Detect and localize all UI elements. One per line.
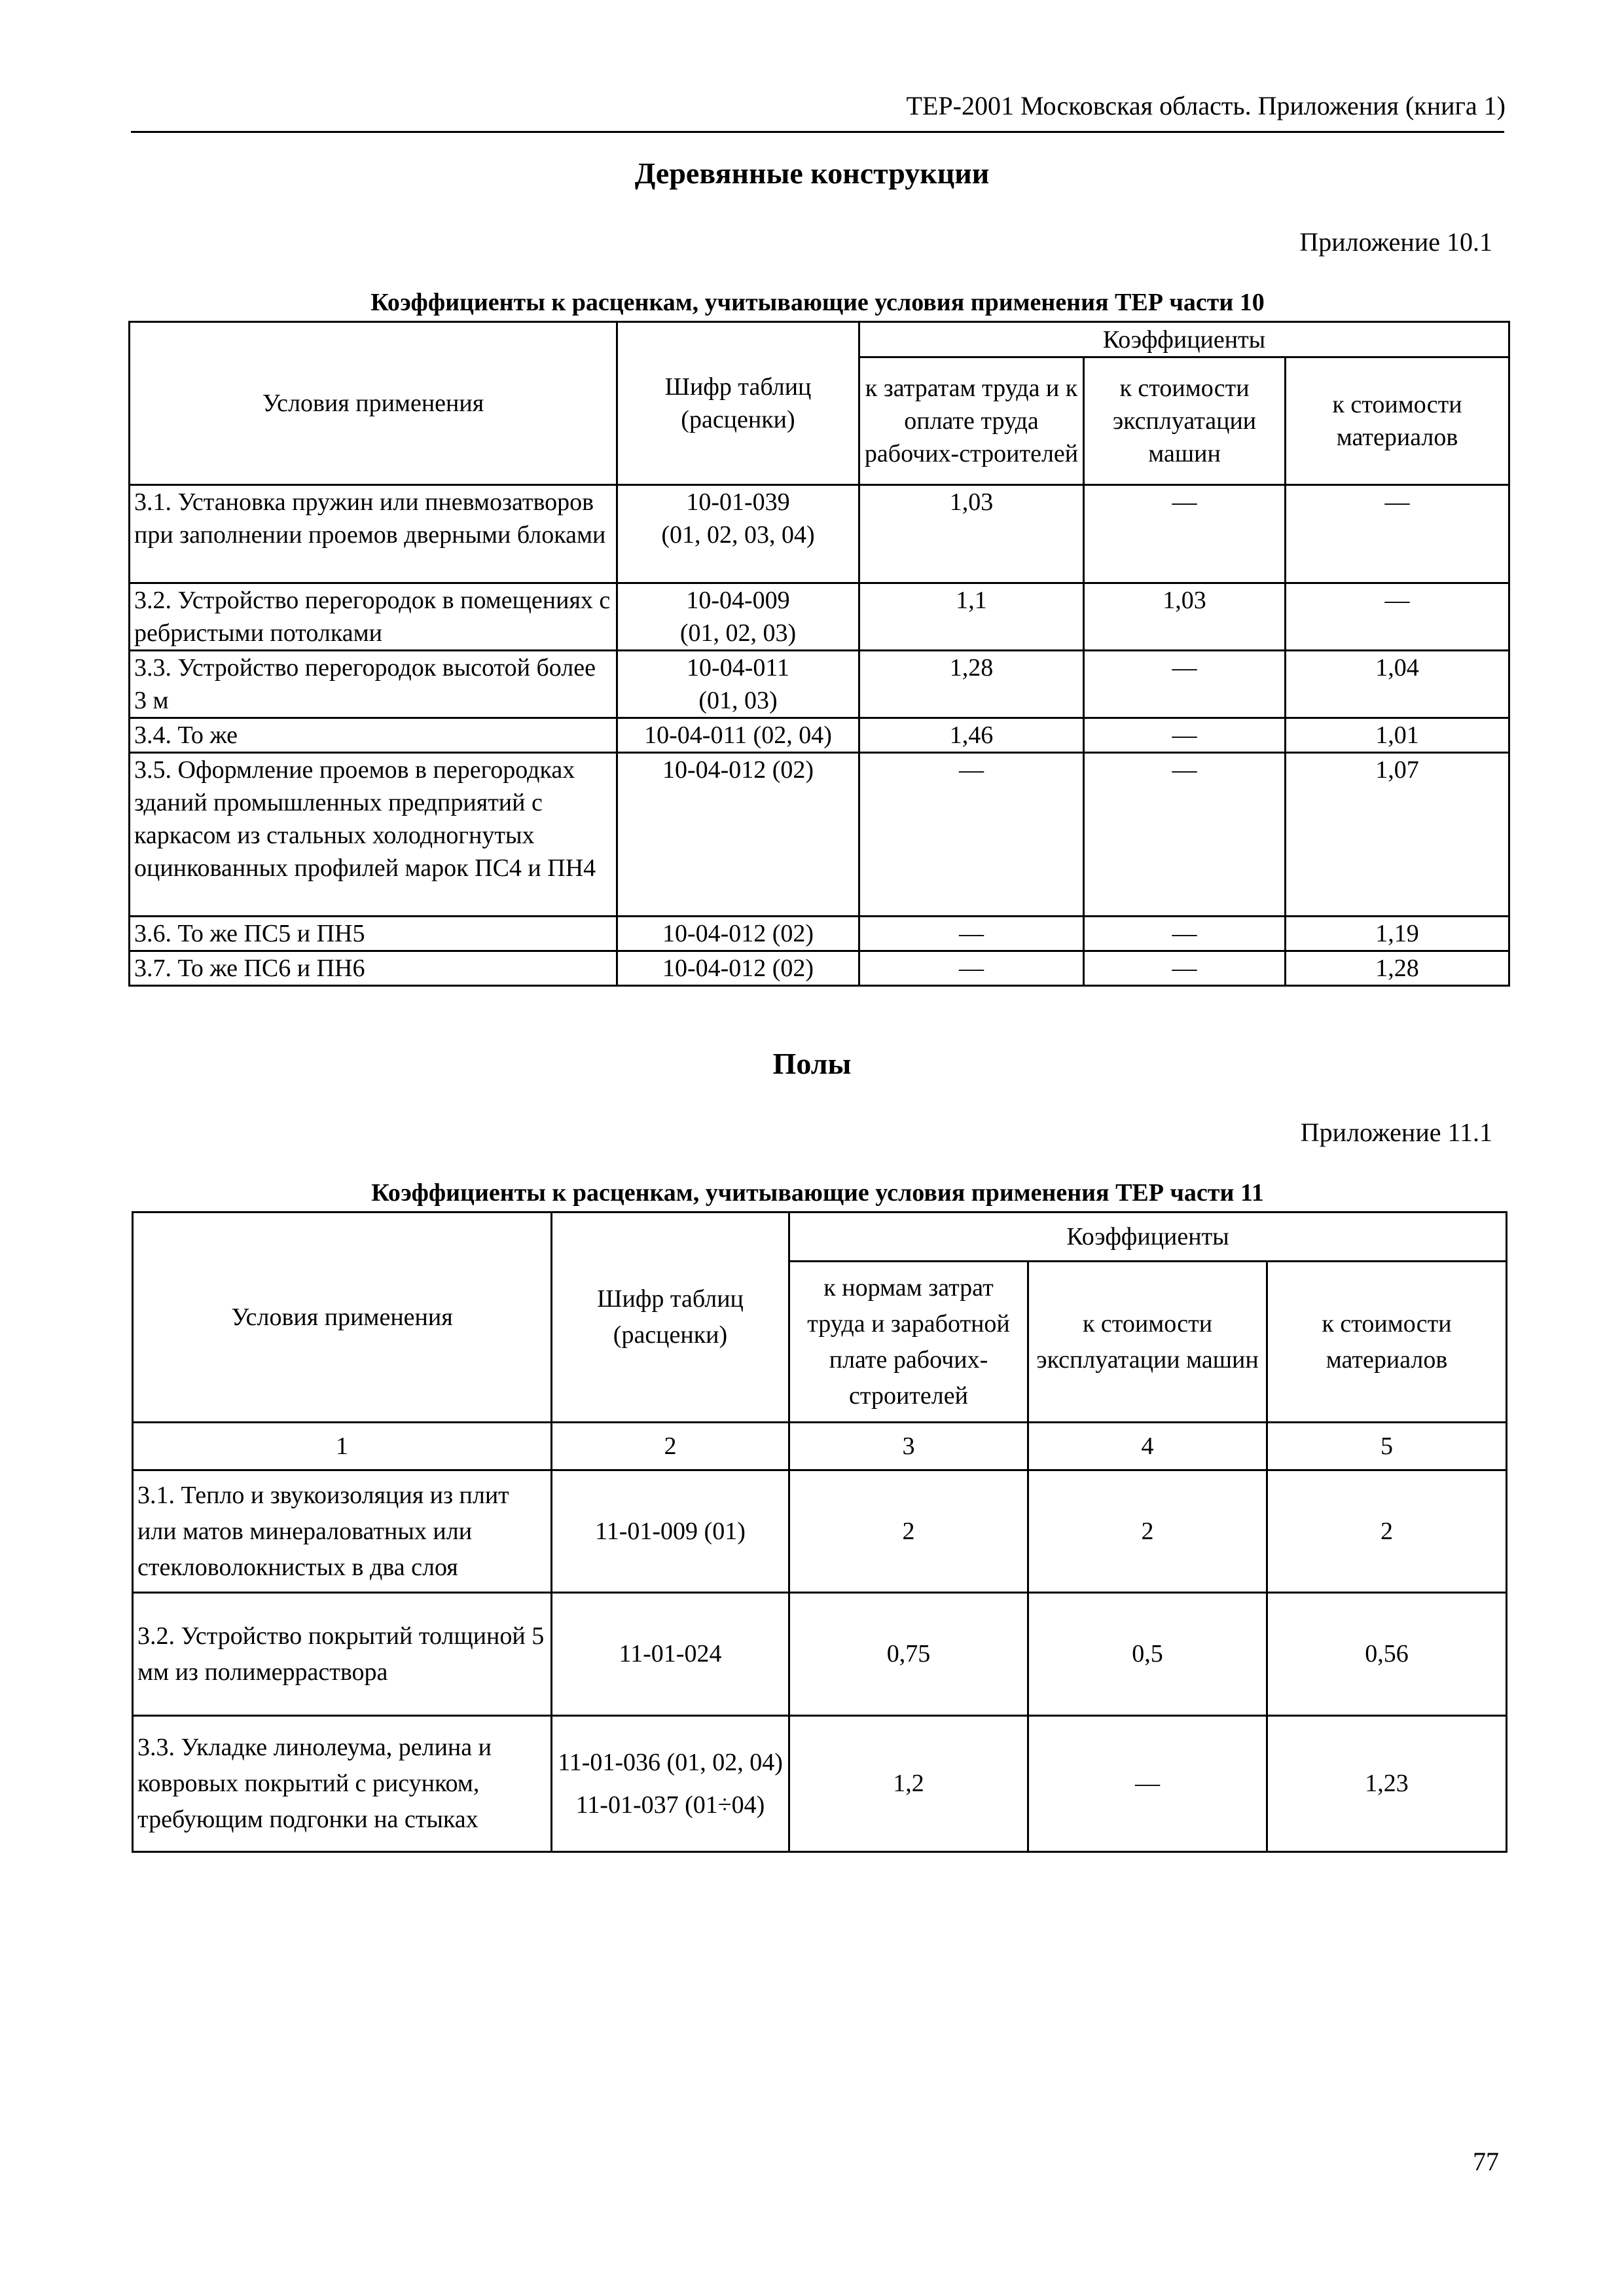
header-code: Шифр таблиц (расценки) [617, 322, 859, 485]
table-caption-part-11: Коэффициенты к расценкам, учитывающие условия применения ТЕР части 11 [371, 1179, 1264, 1207]
table-row [130, 651, 1509, 718]
code-line: (01, 02, 03) [679, 619, 797, 647]
header-coefficients: Коэффициенты [789, 1212, 1507, 1262]
row-condition: 3.2. Устройство покрытий толщиной 5 мм из полимерраствора [133, 1593, 552, 1716]
row-labor: 1,2 [789, 1716, 1028, 1852]
code-line: 10-04-009 [686, 587, 790, 614]
section-title-wood: Деревянные конструкции [634, 156, 990, 190]
row-machines: — [1084, 651, 1286, 718]
row-code: 10-04-012 (02) [617, 753, 859, 917]
coefficients-table-part-10 [128, 321, 1510, 987]
header-machines: к стоимости эксплуатации машин [1028, 1262, 1267, 1423]
row-machines: — [1028, 1716, 1267, 1852]
row-machines: 0,5 [1028, 1593, 1267, 1716]
row-materials: 1,23 [1267, 1716, 1507, 1852]
row-condition: 3.3. Укладке линолеума, релина и ковровых покрытий с рисунком, требующим подгонки на стыках [133, 1716, 552, 1852]
header-labor: к затратам труда и к оплате труда рабочих-строителей [859, 357, 1084, 485]
row-labor: 1,46 [859, 718, 1084, 753]
header-conditions: Условия применения [133, 1212, 552, 1423]
table-row [133, 1716, 1507, 1852]
header-rule [131, 131, 1504, 133]
code-line: 11-01-037 (01÷04) [575, 1791, 765, 1819]
row-labor: — [859, 951, 1084, 986]
table-row [130, 583, 1509, 651]
column-number: 2 [552, 1423, 789, 1470]
row-code: 10-04-012 (02) [617, 917, 859, 951]
row-materials: 1,01 [1286, 718, 1509, 753]
row-code: 10-04-011 (02, 04) [617, 718, 859, 753]
row-code [617, 583, 859, 651]
row-condition: 3.7. То же ПС6 и ПН6 [130, 951, 617, 986]
row-materials: 2 [1267, 1470, 1507, 1593]
column-number-row [133, 1423, 1507, 1470]
code-line: 10-01-039 [686, 488, 790, 516]
table-row [130, 718, 1509, 753]
running-header: ТЕР-2001 Московская область. Приложения (книга 1) [906, 91, 1506, 120]
row-machines: — [1084, 917, 1286, 951]
row-materials: 1,04 [1286, 651, 1509, 718]
header-materials: к стоимости материалов [1286, 357, 1509, 485]
column-number: 1 [133, 1423, 552, 1470]
table-header-row [133, 1212, 1507, 1262]
header-machines: к стоимости эксплуатации машин [1084, 357, 1286, 485]
row-labor: — [859, 753, 1084, 917]
row-condition: 3.3. Устройство перегородок высотой более 3 м [130, 651, 617, 718]
code-line: 10-04-011 [687, 654, 789, 682]
table-row [130, 951, 1509, 986]
header-coefficients: Коэффициенты [859, 322, 1509, 357]
header-materials: к стоимости материалов [1267, 1262, 1507, 1423]
row-materials: 1,28 [1286, 951, 1509, 986]
section-title-floors: Полы [772, 1047, 852, 1080]
row-machines: — [1084, 485, 1286, 583]
row-machines: — [1084, 951, 1286, 986]
row-materials: 1,19 [1286, 917, 1509, 951]
row-machines: 1,03 [1084, 583, 1286, 651]
appendix-label-10-1: Приложение 10.1 [1299, 227, 1492, 257]
header-code: Шифр таблиц (расценки) [552, 1212, 789, 1423]
row-materials: — [1286, 583, 1509, 651]
row-code [552, 1716, 789, 1852]
row-code: 11-01-009 (01) [552, 1470, 789, 1593]
row-code [617, 485, 859, 583]
row-condition: 3.4. То же [130, 718, 617, 753]
row-code [617, 651, 859, 718]
row-machines: — [1084, 718, 1286, 753]
table-row [133, 1470, 1507, 1593]
row-condition: 3.1. Установка пружин или пневмозатворов при заполнении проемов дверными блоками [130, 485, 617, 583]
table-header-row [130, 322, 1509, 357]
row-labor: — [859, 917, 1084, 951]
row-condition: 3.5. Оформление проемов в перегородках зданий промышленных предприятий с каркасом из стальных холодногнутых оцинкованных профилей марок ПС4 и ПН4 [130, 753, 617, 917]
row-materials: 0,56 [1267, 1593, 1507, 1716]
column-number: 3 [789, 1423, 1028, 1470]
row-machines: 2 [1028, 1470, 1267, 1593]
row-materials: — [1286, 485, 1509, 583]
row-code: 10-04-012 (02) [617, 951, 859, 986]
code-line: 11-01-036 (01, 02, 04) [558, 1748, 783, 1776]
column-number: 5 [1267, 1423, 1507, 1470]
column-number: 4 [1028, 1423, 1267, 1470]
row-code: 11-01-024 [552, 1593, 789, 1716]
row-labor: 1,1 [859, 583, 1084, 651]
table-row [130, 753, 1509, 917]
row-labor: 2 [789, 1470, 1028, 1593]
row-materials: 1,07 [1286, 753, 1509, 917]
appendix-label-11-1: Приложение 11.1 [1300, 1118, 1492, 1147]
row-labor: 1,03 [859, 485, 1084, 583]
row-condition: 3.2. Устройство перегородок в помещениях с ребристыми потолками [130, 583, 617, 651]
header-labor: к нормам затрат труда и заработной плате рабочих-строителей [789, 1262, 1028, 1423]
coefficients-table-part-11 [132, 1211, 1507, 1853]
page-number: 77 [1473, 2147, 1499, 2176]
header-conditions: Условия применения [130, 322, 617, 485]
table-caption-part-10: Коэффициенты к расценкам, учитывающие условия применения ТЕР части 10 [370, 289, 1265, 316]
table-row [130, 485, 1509, 583]
row-machines: — [1084, 753, 1286, 917]
row-labor: 0,75 [789, 1593, 1028, 1716]
code-line: (01, 02, 03, 04) [661, 521, 815, 549]
row-labor: 1,28 [859, 651, 1084, 718]
code-line: (01, 03) [698, 687, 778, 714]
table-row [130, 917, 1509, 951]
table-row [133, 1593, 1507, 1716]
row-condition: 3.6. То же ПС5 и ПН5 [130, 917, 617, 951]
row-condition: 3.1. Тепло и звукоизоляция из плит или матов минераловатных или стекловолокнистых в два слоя [133, 1470, 552, 1593]
